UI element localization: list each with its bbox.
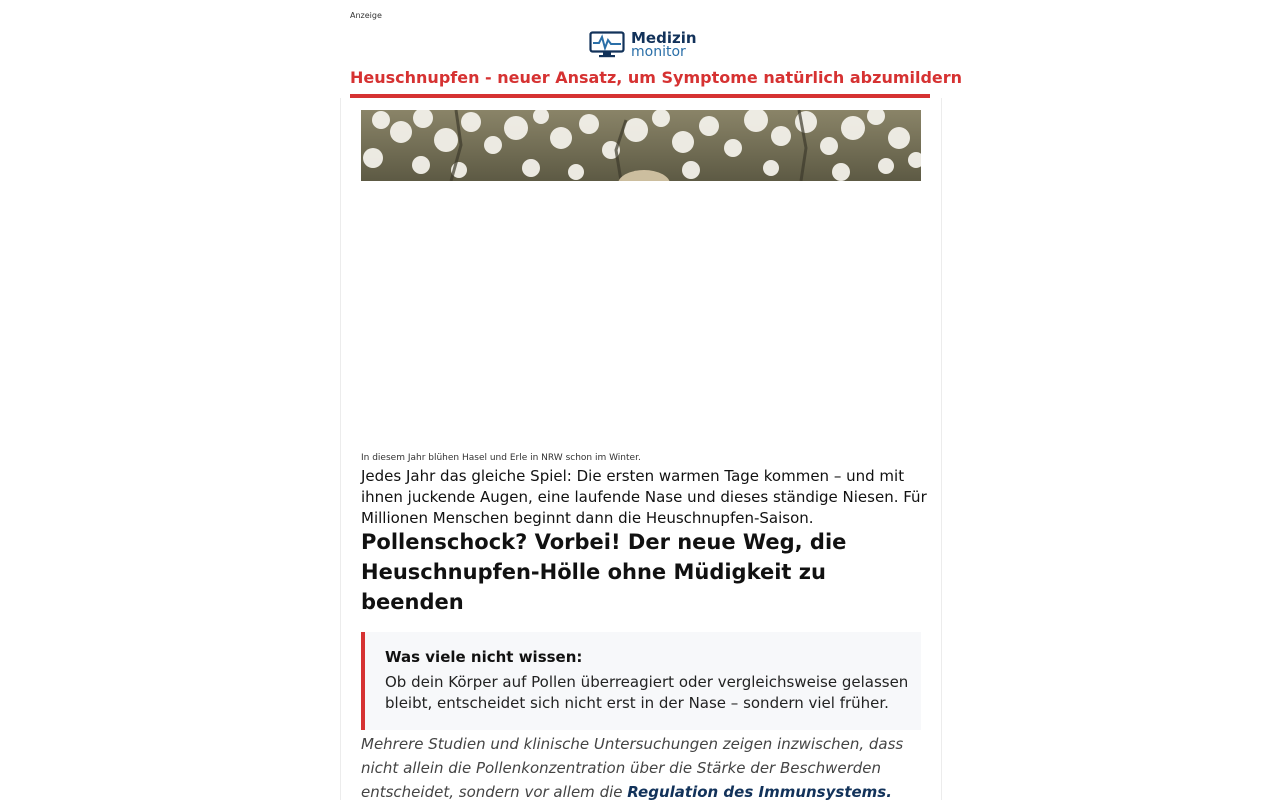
headline-bar	[350, 68, 963, 98]
article-heading: Pollenschock? Vorbei! Der neue Weg, die Heuschnupfen-Hölle ohne Müdigkeit zu beenden	[361, 530, 847, 614]
article-paragraph-emphasis: Regulation des Immunsystems.	[627, 783, 892, 800]
brand-logo[interactable]	[589, 30, 697, 60]
ad-label: Anzeige	[350, 11, 382, 20]
article-paragraph	[361, 732, 931, 800]
blossom-tree-image	[361, 110, 921, 181]
article-paragraph-text: Mehrere Studien und klinische Untersuchungen zeigen inzwischen, dass nicht allein die Pollenkonzentration über die Stärke der Beschwerden entscheidet, sondern vor allem die	[361, 735, 904, 800]
callout-body: Ob dein Körper auf Pollen überreagiert oder vergleichsweise gelassen bleibt, entscheidet sich nicht erst in der Nase – sondern viel früher.	[385, 673, 909, 712]
hero-image	[361, 110, 921, 181]
page-headline: Heuschnupfen - neuer Ansatz, um Symptome natürlich abzumildern	[350, 68, 963, 87]
brand-name	[631, 31, 697, 59]
monitor-heartbeat-icon	[589, 31, 625, 59]
hero-caption: In diesem Jahr blühen Hasel und Erle in NRW schon im Winter.	[361, 453, 641, 463]
brand-name-line1: Medizin	[631, 29, 697, 47]
callout-box	[361, 632, 921, 730]
article-intro: Jedes Jahr das gleiche Spiel: Die ersten warmen Tage kommen – und mit ihnen juckende Augen, eine laufende Nase und dieses ständige Niesen. Für Millionen Menschen beginnt dann die Heuschnupfen-Saison.	[361, 467, 927, 527]
article-card	[340, 98, 942, 800]
callout-title: Was viele nicht wissen:	[385, 648, 583, 666]
brand-name-line2: monitor	[631, 44, 686, 60]
